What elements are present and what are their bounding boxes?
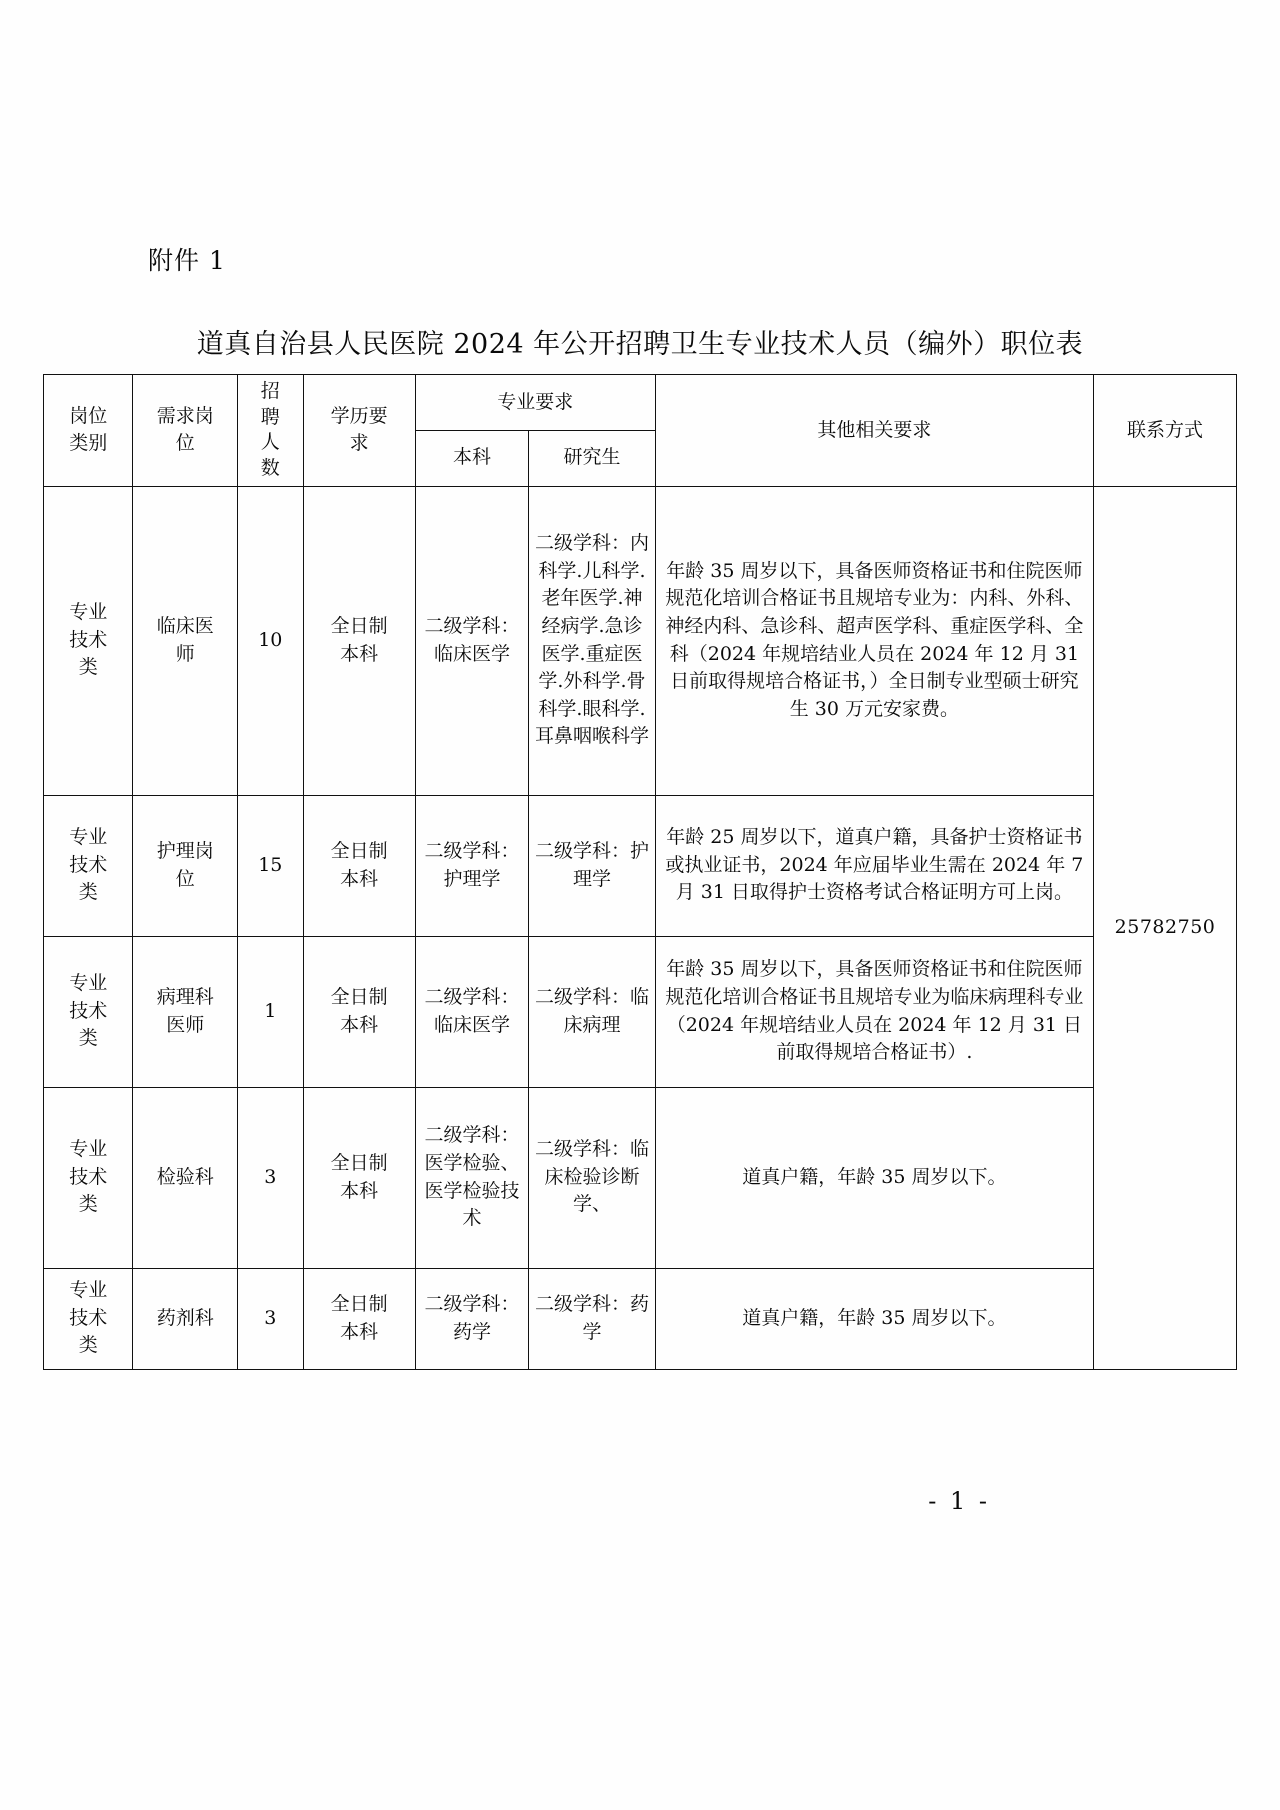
cell-count: 1 [238, 936, 303, 1087]
attachment-label: 附件 1 [148, 246, 226, 275]
cell-education [303, 1087, 415, 1268]
column-header-post [133, 375, 238, 487]
cell-category [44, 795, 133, 936]
count-header-char-4: 数 [260, 456, 280, 479]
header-row-1 [44, 375, 1237, 431]
table-row [44, 1087, 1237, 1268]
category-line-1: 专业 [69, 1279, 108, 1302]
table-row [44, 1268, 1237, 1369]
count-header-char-3: 人 [260, 431, 280, 454]
cell-category [44, 936, 133, 1087]
cell-count: 15 [238, 795, 303, 936]
education-line-1: 全日制 [330, 840, 388, 863]
category-line-1: 专业 [69, 972, 108, 995]
page-number: - 1 - [928, 1487, 990, 1515]
column-header-major-group: 专业要求 [415, 375, 655, 431]
table-row [44, 936, 1237, 1087]
category-header-line-1: 岗位 [69, 404, 108, 427]
cell-other-requirements: 道真户籍，年龄 35 周岁以下。 [655, 1268, 1093, 1369]
post-header-line-1: 需求岗 [156, 404, 214, 427]
category-line-3: 类 [78, 1193, 98, 1216]
cell-other-requirements: 年龄 25 周岁以下，道真户籍，具备护士资格证书或执业证书，2024 年应届毕业生需在 2024 年 7 月 31 日取得护士资格考试合格证明方可上岗。 [655, 795, 1093, 936]
post-line-1: 护理岗 [156, 840, 214, 863]
education-line-2: 本科 [340, 1320, 379, 1343]
cell-master: 二级学科：内科学.儿科学.老年医学.神经病学.急诊医学.重症医学.外科学.骨科学.眼科学.耳鼻咽喉科学 [529, 486, 656, 795]
education-line-2: 本科 [340, 1013, 379, 1036]
cell-post [133, 795, 238, 936]
table-row [44, 795, 1237, 936]
category-line-1: 专业 [69, 601, 108, 624]
education-header-line-2: 求 [349, 432, 369, 455]
category-line-2: 技术 [69, 853, 108, 876]
education-line-1: 全日制 [330, 986, 388, 1009]
category-line-2: 技术 [69, 1306, 108, 1329]
category-header-line-2: 类别 [69, 432, 108, 455]
cell-education [303, 936, 415, 1087]
cell-bachelor: 二级学科：临床医学 [415, 486, 528, 795]
column-header-category [44, 375, 133, 487]
cell-master: 二级学科：护理学 [529, 795, 656, 936]
page-title: 道真自治县人民医院 2024 年公开招聘卫生专业技术人员（编外）职位表 [196, 329, 1084, 360]
category-line-2: 技术 [69, 999, 108, 1022]
cell-category [44, 1268, 133, 1369]
cell-other-requirements: 年龄 35 周岁以下，具备医师资格证书和住院医师规范化培训合格证书且规培专业为：内科、外科、神经内科、急诊科、超声医学科、重症医学科、全科（2024 年规培结业人员在 2024 年 12 月 31 日前取得规培合格证书，）全日制专业型硕士研究生 30 万元安家费。 [655, 486, 1093, 795]
cell-count: 3 [238, 1268, 303, 1369]
count-header-char-2: 聘 [260, 405, 280, 428]
post-header-line-2: 位 [175, 432, 195, 455]
category-line-3: 类 [78, 881, 98, 904]
cell-bachelor: 二级学科：临床医学 [415, 936, 528, 1087]
job-table-container [43, 374, 1237, 1370]
cell-master: 二级学科：临床检验诊断学、 [529, 1087, 656, 1268]
cell-post: 药剂科 [133, 1268, 238, 1369]
cell-other-requirements: 道真户籍，年龄 35 周岁以下。 [655, 1087, 1093, 1268]
cell-post: 检验科 [133, 1087, 238, 1268]
cell-post [133, 936, 238, 1087]
column-header-contact: 联系方式 [1094, 375, 1237, 487]
column-header-master: 研究生 [529, 430, 656, 486]
category-line-3: 类 [78, 1334, 98, 1357]
cell-count: 3 [238, 1087, 303, 1268]
job-positions-table [43, 374, 1237, 1370]
cell-category [44, 1087, 133, 1268]
category-line-3: 类 [78, 656, 98, 679]
column-header-bachelor: 本科 [415, 430, 528, 486]
category-line-2: 技术 [69, 628, 108, 651]
category-line-1: 专业 [69, 1138, 108, 1161]
cell-bachelor: 二级学科：医学检验、医学检验技术 [415, 1087, 528, 1268]
cell-bachelor: 二级学科：药学 [415, 1268, 528, 1369]
post-line-1: 病理科 [156, 986, 214, 1009]
count-header-char-1: 招 [260, 380, 280, 402]
education-line-1: 全日制 [330, 615, 388, 638]
cell-contact: 25782750 [1094, 486, 1237, 1369]
cell-master: 二级学科：药学 [529, 1268, 656, 1369]
column-header-education [303, 375, 415, 487]
cell-education [303, 1268, 415, 1369]
cell-master: 二级学科：临床病理 [529, 936, 656, 1087]
education-line-1: 全日制 [330, 1293, 388, 1316]
education-line-2: 本科 [340, 642, 379, 665]
category-line-1: 专业 [69, 826, 108, 849]
cell-bachelor: 二级学科：护理学 [415, 795, 528, 936]
education-line-2: 本科 [340, 1179, 379, 1202]
education-line-1: 全日制 [330, 1152, 388, 1175]
table-body [44, 486, 1237, 1369]
post-line-2: 师 [175, 642, 195, 665]
category-line-2: 技术 [69, 1165, 108, 1188]
category-line-3: 类 [78, 1027, 98, 1050]
post-line-2: 位 [175, 867, 195, 890]
post-line-1: 临床医 [156, 615, 214, 638]
cell-post [133, 486, 238, 795]
cell-category [44, 486, 133, 795]
cell-other-requirements: 年龄 35 周岁以下，具备医师资格证书和住院医师规范化培训合格证书且规培专业为临床病理科专业（2024 年规培结业人员在 2024 年 12 月 31 日前取得规培合格证书）. [655, 936, 1093, 1087]
table-head [44, 375, 1237, 487]
column-header-count [238, 375, 303, 487]
column-header-other-requirements: 其他相关要求 [655, 375, 1093, 487]
education-line-2: 本科 [340, 867, 379, 890]
cell-education [303, 486, 415, 795]
table-row [44, 486, 1237, 795]
cell-count: 10 [238, 486, 303, 795]
education-header-line-1: 学历要 [330, 404, 388, 427]
post-line-2: 医师 [166, 1013, 205, 1036]
cell-education [303, 795, 415, 936]
